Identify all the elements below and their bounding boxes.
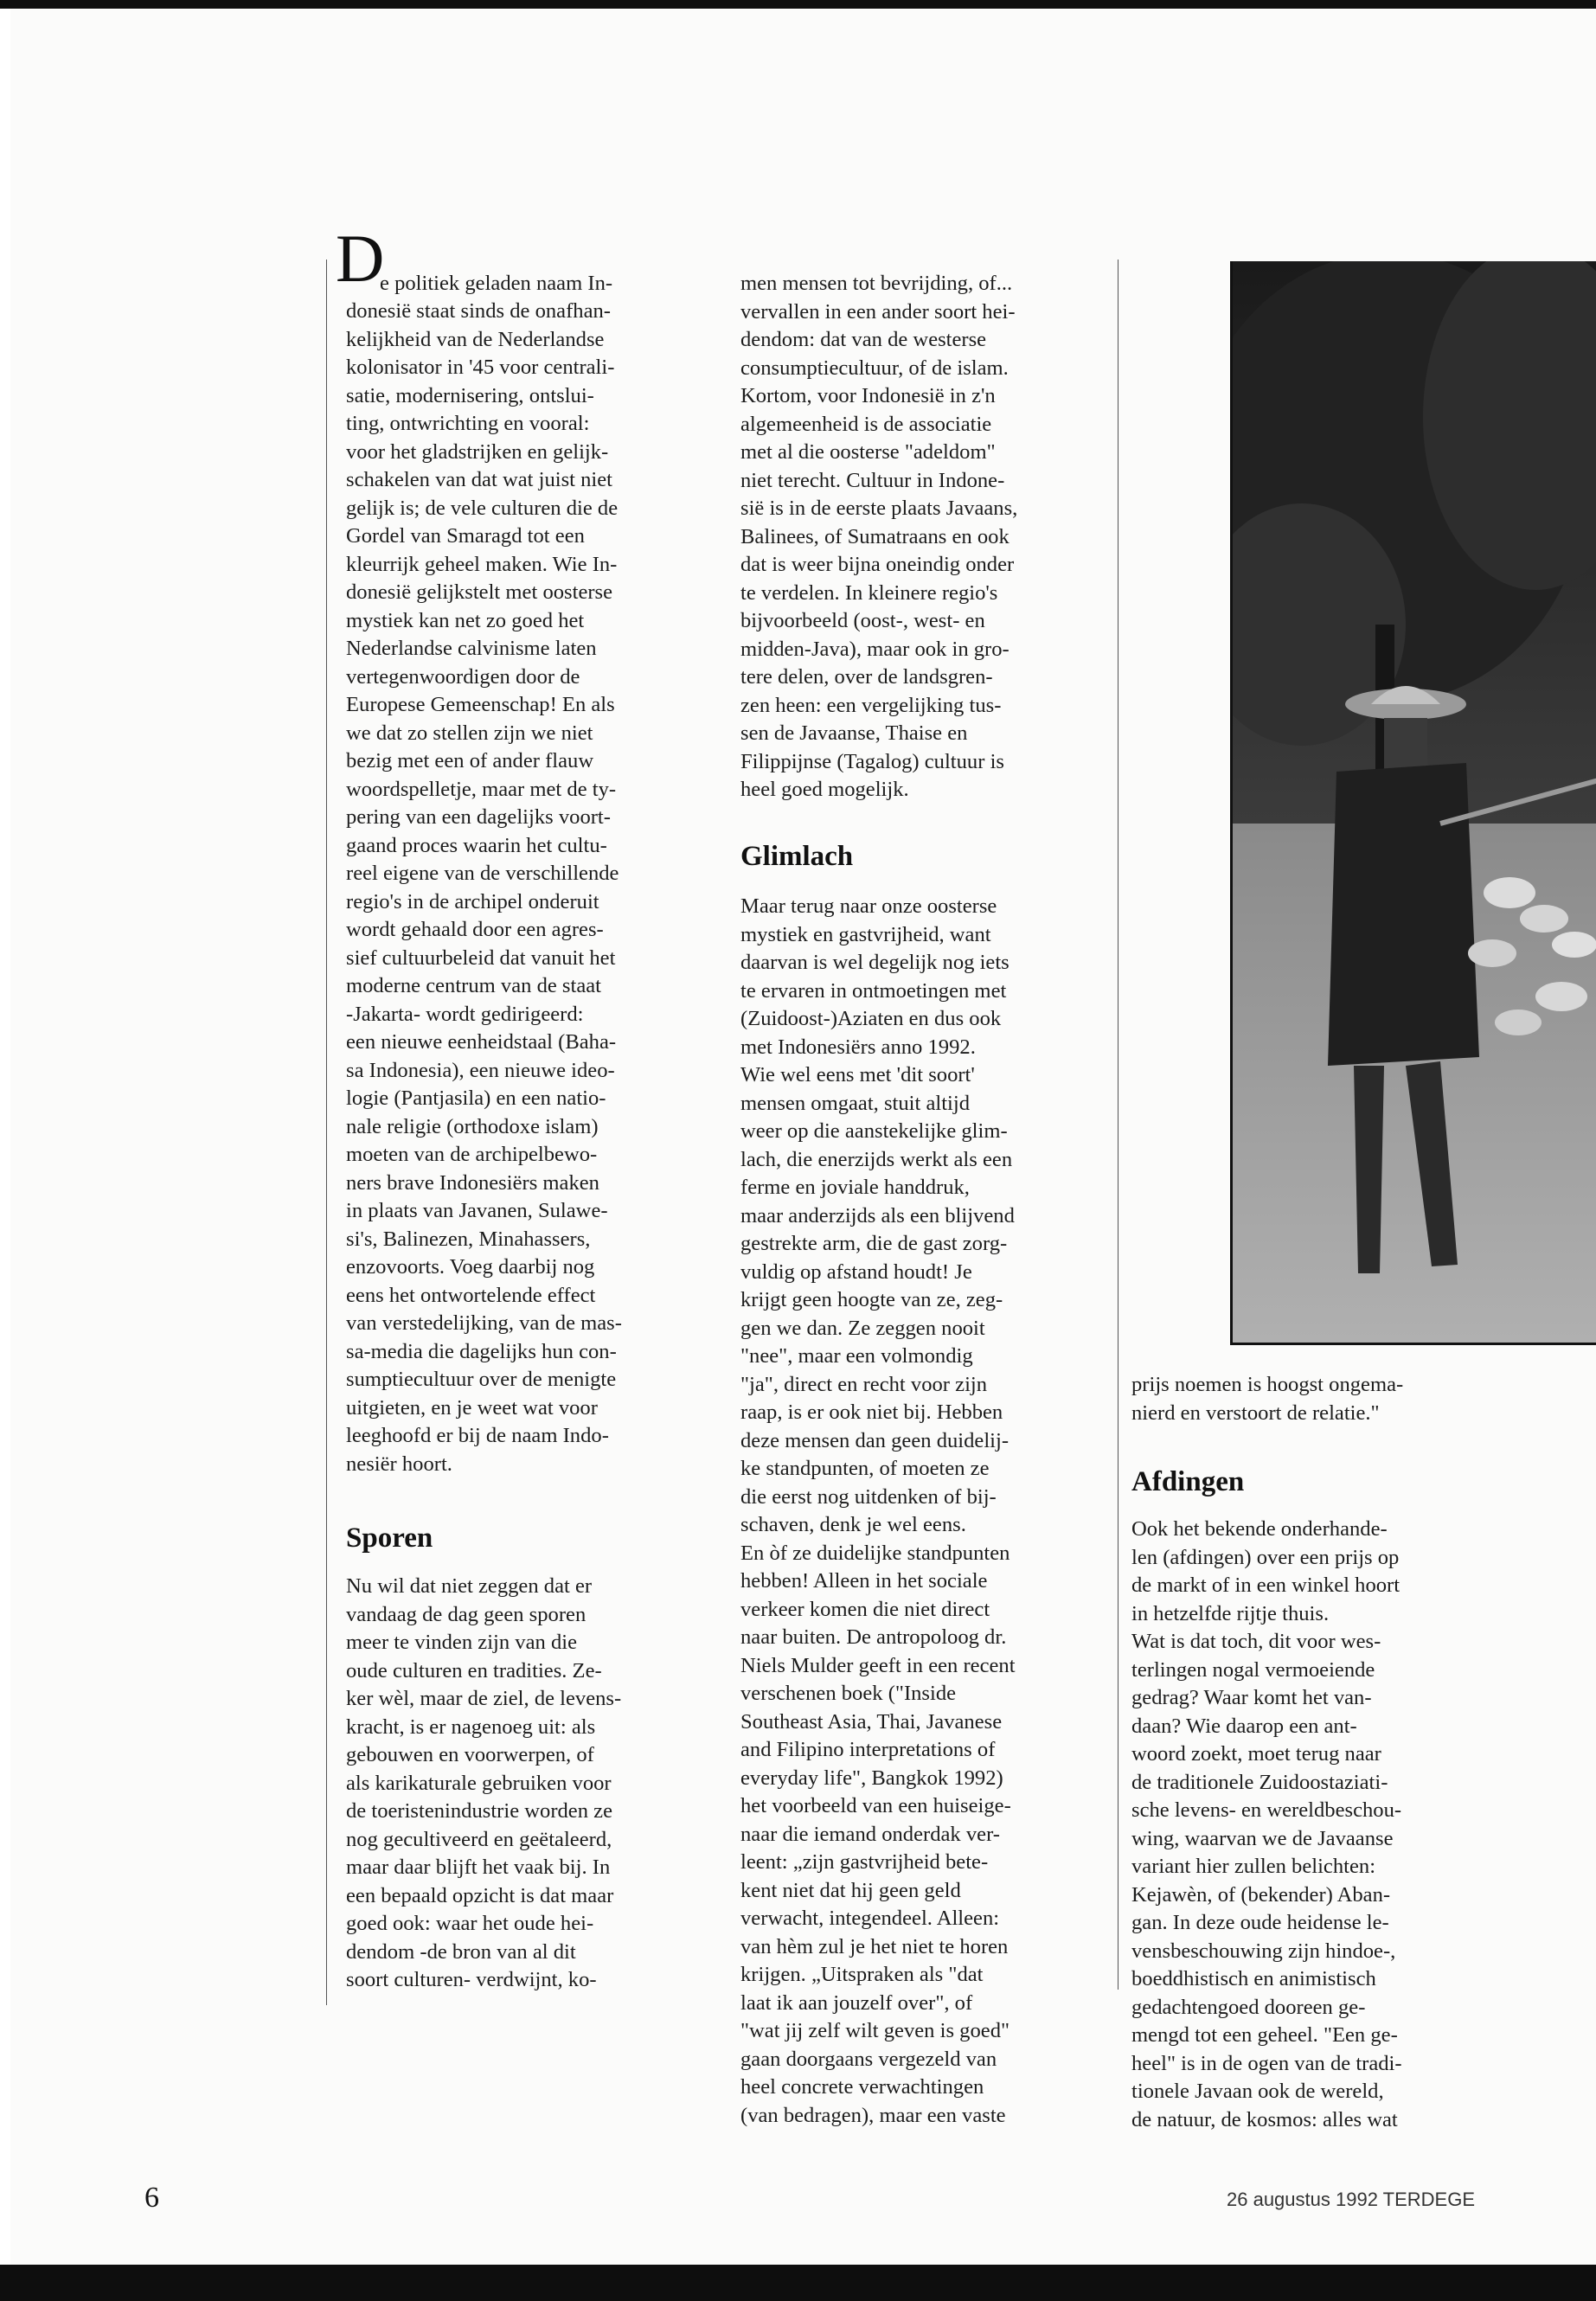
photo-image	[1233, 261, 1596, 1343]
column-3-afdingen-text: Ook het bekende onderhande- len (afdingen) over een prijs op de markt of in een winkel hoort in hetzelfde rijtje thuis. Wat is dat toch, dit voor wes- terlingen nogal vermoeiende gedrag? Waar komt het van- daan? Wie daarop een ant- woord zoekt, moet terug naar de traditionele Zuidoostaziati- sche levens- en wereldbeschou- wing, waarvan we de Javaanse variant hier zullen belichten: Kejawèn, of (bekender) Aban- gan. In deze oude heidense le- vensbeschouwing zijn hindoe-, boeddhistisch en animistisch gedachtengoed dooreen ge- mengd tot een geheel. "Een ge- heel" is in de ogen van de tradi- tionele Javaan ook de wereld, de natuur, de kosmos: alles wat	[1131, 1517, 1402, 2131]
top-scan-border	[0, 0, 1596, 9]
column-1-intro: donesië staat sinds de onafhan- kelijkheid van de Nederlandse kolonisator in '45 voor centrali- satie, modernisering, ontslui- ting, ontwrichting en vooral: voor het gladstrijken en gelijk- schakelen van dat wat juist niet gelijk is; de vele culturen die de Gordel van Smaragd tot een kleurrijk geheel maken. Wie In- donesië gelijkstelt met oosterse mystiek kan net zo goed het Nederlandse calvinisme laten vertegenwoordigen door de Europese Gemeenschap! En als we dat zo stellen zijn we niet bezig met een of ander flauw woordspelletje, maar met de ty- pering van een dagelijks voort- gaand proces waarin het cultu- reel eigene van de verschillende regio's in de archipel onderuit wordt gehaald door een agres- sief cultuurbeleid dat vanuit het moderne centrum van de staat -Jakarta- wordt gedirigeerd: een nieuwe eenheidstaal (Baha- sa Indonesia), een nieuwe ideo- logie (Pantjasila) en een natio- nale religie (orthodoxe islam) moeten van de archipelbewo- ners brave Indonesiërs maken in plaats van Javanen, Sulawe- si's, Balinezen, Minahassers, enzovoorts. Voeg daarbij nog eens het ontwortelende effect van verstedelijking, van de mas- sa-media die dagelijks hun con- sumptiecultuur over de menigte uitgieten, en je weet wat voor leeghoofd er bij de naam Indo- nesiër hoort.	[346, 299, 622, 1476]
column-2-top-text: men mensen tot bevrijding, of... vervallen in een ander soort hei- dendom: dat van de westerse consumptiecultuur, of de islam. Kortom, voor Indonesië in z'n algemeenheid is de associatie met al die oosterse "adeldom" niet terecht. Cultuur in Indone- sië is in de eerste plaats Javaans, Balinees, of Sumatraans en ook dat is weer bijna oneindig onder te verdelen. In kleinere regio's bijvoorbeeld (oost-, west- en midden-Java), maar ook in gro- tere delen, over de landsgren- zen heen: een vergelijking tus- sen de Javaanse, Thaise en Filippijnse (Tagalog) cultuur is heel goed mogelijk.	[740, 272, 1018, 801]
column-3-top-text: prijs noemen is hoogst ongema- nierd en verstoort de relatie."	[1131, 1373, 1404, 1425]
photo-farmer-with-ducks	[1230, 261, 1596, 1345]
first-line-text: e politiek geladen naam In-	[380, 272, 613, 295]
heading-glimlach: Glimlach	[740, 841, 854, 872]
issue-date-footer: 26 augustus 1992 TERDEGE	[1227, 2189, 1475, 2210]
drop-cap: D	[336, 221, 385, 296]
page-number: 6	[144, 2182, 159, 2214]
column-1-sporen-text: Nu wil dat niet zeggen dat er vandaag de dag geen sporen meer te vinden zijn van die oude culturen en tradities. Ze- ker wèl, maar de ziel, de levens- kracht, is er nagenoeg uit: als gebouwen en voorwerpen, of als karikaturale gebruiken voor de toeristenindustrie worden ze nog gecultiveerd en geëtaleerd, maar daar blijft het vaak bij. In een bepaald opzicht is dat maar goed ook: waar het oude hei- dendom -de bron van al dit soort culturen- verdwijnt, ko-	[346, 1574, 622, 1991]
heading-afdingen: Afdingen	[1131, 1466, 1245, 1497]
column-2-glimlach-text: Maar terug naar onze oosterse mystiek en gastvrijheid, want daarvan is wel degelijk nog iets te ervaren in ontmoetingen met (Zuidoost-)Aziaten en dus ook met Indonesiërs anno 1992. Wie wel eens met 'dit soort' mensen omgaat, stuit altijd weer op die aanstekelijke glim- lach, die enerzijds werkt als een ferme en joviale handdruk, maar anderzijds als een blijvend gestrekte arm, die de gast zorg- vuldig op afstand houdt! Je krijgt geen hoogte van ze, zeg- gen we dan. Ze zeggen nooit "nee", maar een volmondig "ja", direct en recht voor zijn raap, is er ook niet bij. Hebben deze mensen dan geen duidelij- ke standpunten, of moeten ze die eerst nog uitdenken of bij- schaven, denk je wel eens. En òf ze duidelijke standpunten hebben! Alleen in het sociale verkeer komen die niet direct naar buiten. De antropoloog dr. Niels Mulder geeft in een recent verschenen boek ("Inside Southeast Asia, Thai, Javanese and Filipino interpretations of everyday life", Bangkok 1992) het voorbeeld van een huiseige- naar die iemand onderdak ver- leent: „zijn gastvrijheid bete- kent niet dat hij geen geld verwacht, integendeel. Alleen: van hèm zul je het niet te horen krijgen. „Uitspraken als "dat laat ik aan jouzelf over", of "wat jij zelf wilt geven is goed" gaan doorgaans vergezeld van heel concrete verwachtingen (van bedragen), maar een vaste	[740, 894, 1016, 2127]
bottom-scan-border	[0, 2265, 1596, 2301]
column-rule-left	[326, 260, 327, 2005]
heading-sporen: Sporen	[346, 1522, 433, 1554]
